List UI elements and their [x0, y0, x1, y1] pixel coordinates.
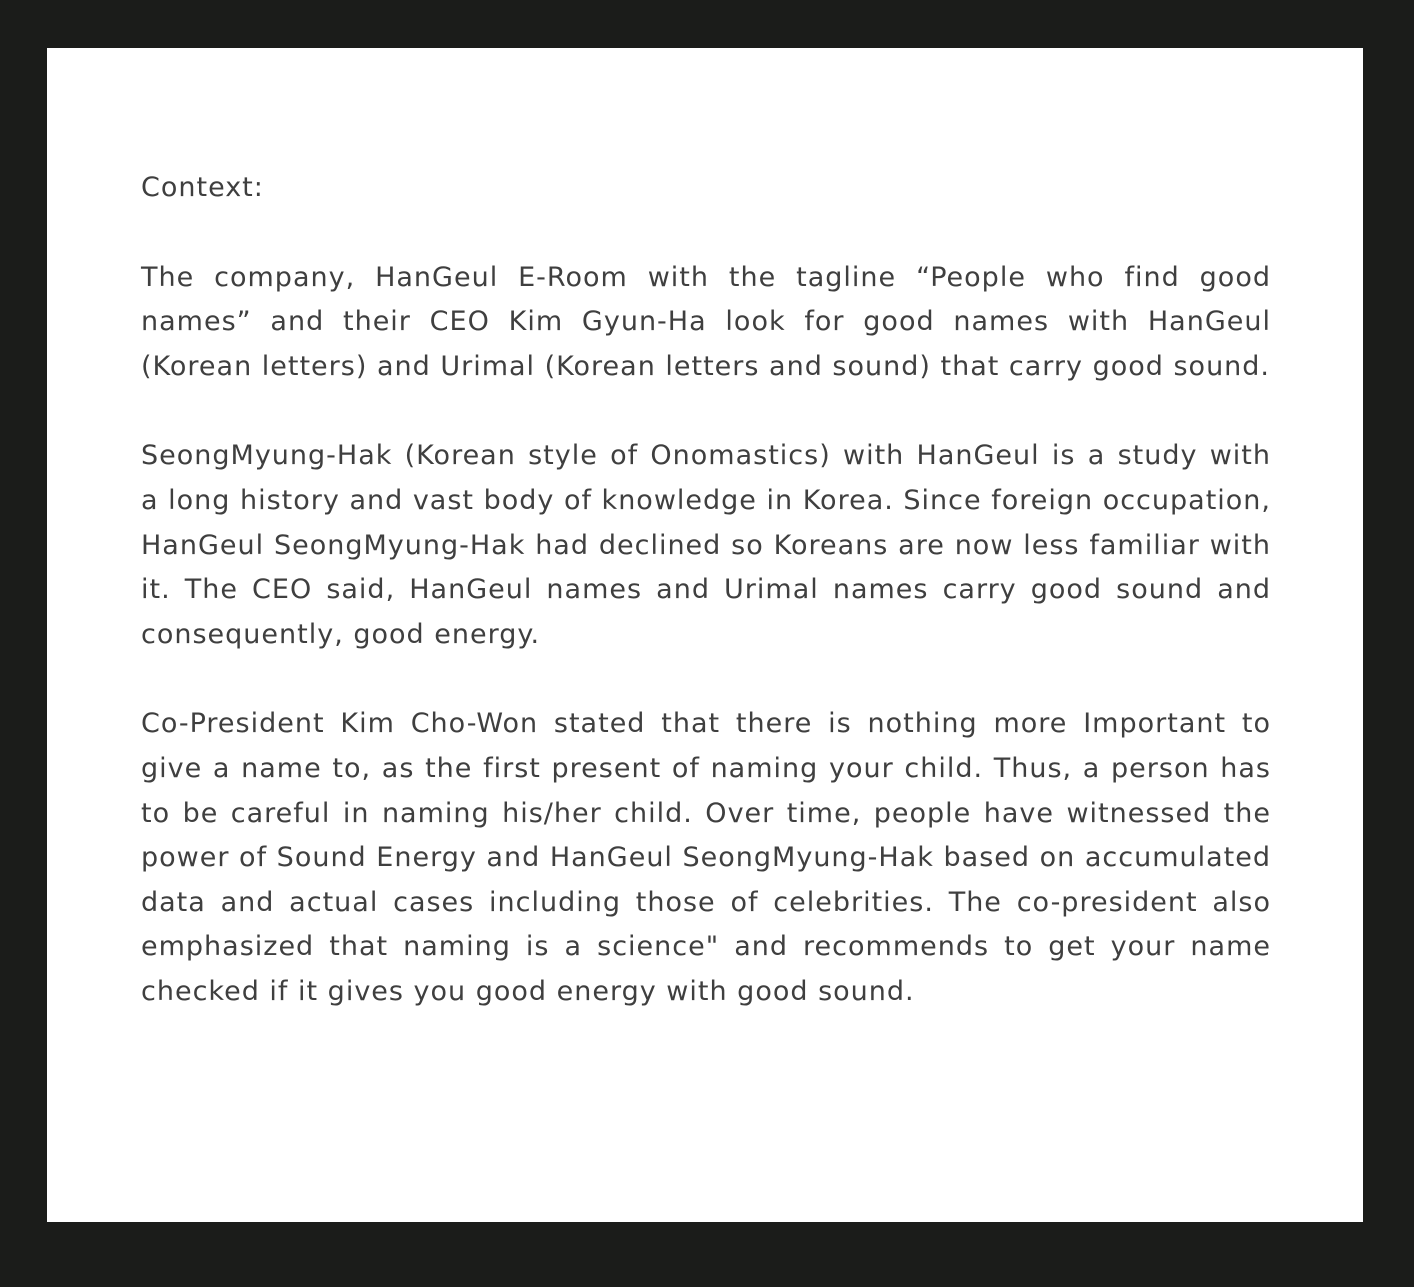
document-body — [141, 166, 1271, 1015]
paragraph-seongmyung-hak: SeongMyung-Hak (Korean style of Onomastics) with HanGeul is a study with a long history and vast body of knowledge in Korea. Since foreign occupation, HanGeul SeongMyung-Hak had declined so Koreans are now less familiar with it. The CEO said, HanGeul names and Urimal names carry good sound and consequently, good energy. — [141, 440, 1271, 650]
context-label: Context: — [141, 172, 264, 203]
document-page — [47, 48, 1363, 1222]
paragraph-company-intro: The company, HanGeul E-Room with the tagline “People who find good names” and their CEO Kim Gyun-Ha look for good names with HanGeul (Korean letters) and Urimal (Korean letters and sound) that carry good sound. — [141, 261, 1271, 382]
paragraph-co-president-statement: Co-President Kim Cho-Won stated that there is nothing more Important to give a name to, as the first present of naming your child. Thus, a person has to be careful in naming his/her child. Over time, people have witnessed the power of Sound Energy and HanGeul SeongMyung-Hak based on accumulated data and actual cases including those of celebrities. The co-president also emphasized that naming is a science" and recommends to get your name checked if it gives you good energy with good sound. — [141, 708, 1271, 1007]
